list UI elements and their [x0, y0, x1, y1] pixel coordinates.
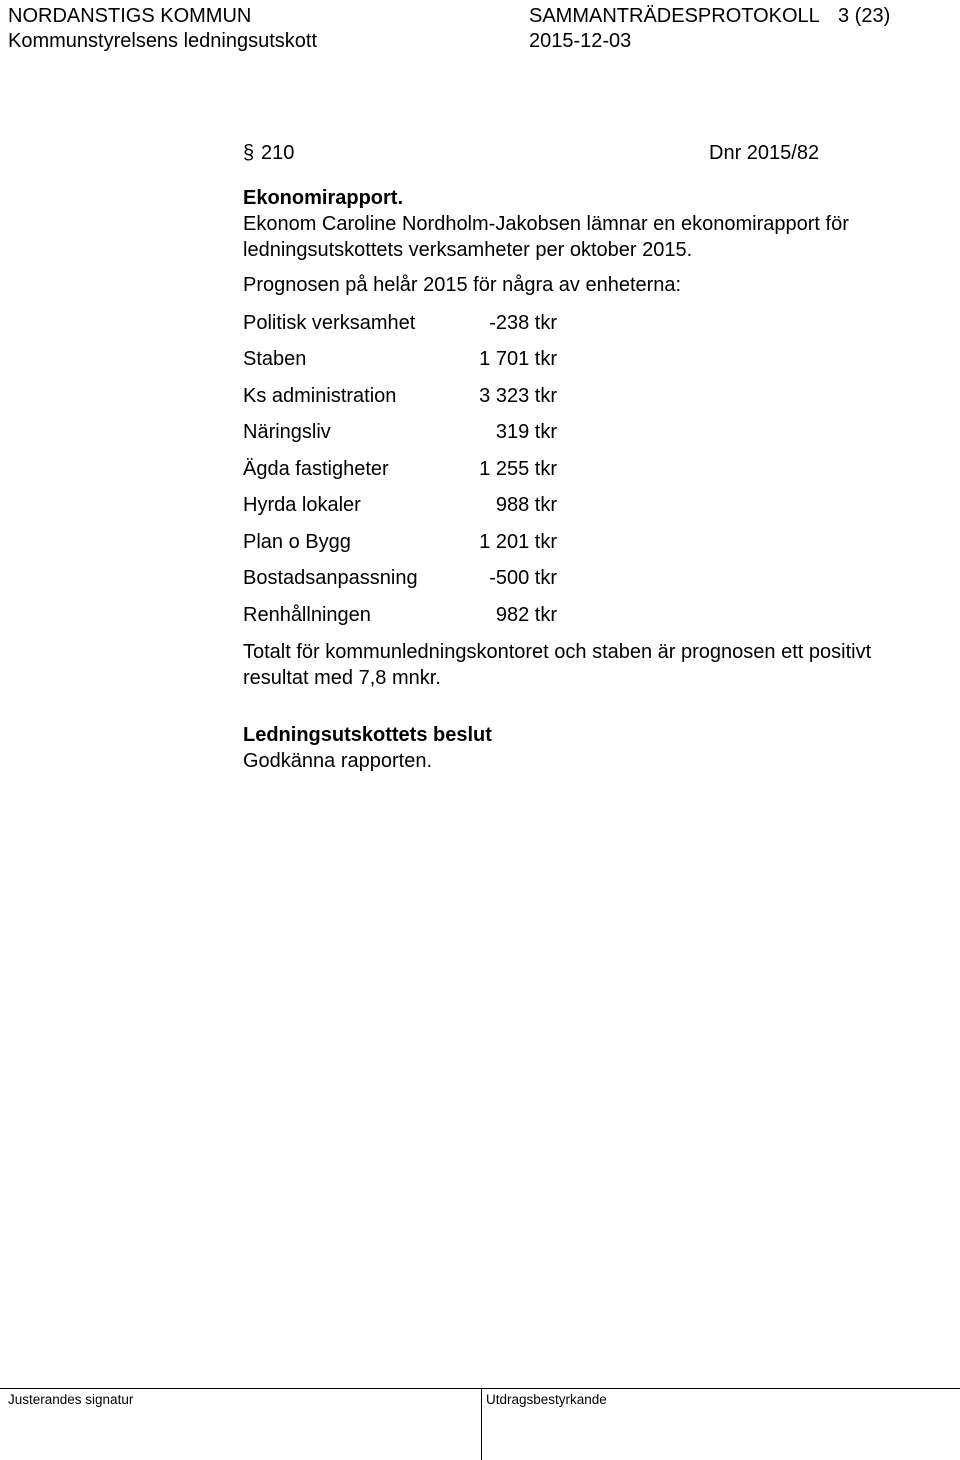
- page-number: 3 (23): [838, 5, 891, 27]
- row-value: 1 255 tkr: [479, 458, 557, 480]
- meeting-date: 2015-12-03: [529, 30, 632, 52]
- org-name: NORDANSTIGS KOMMUN: [8, 5, 252, 27]
- row-value: 988 tkr: [495, 494, 557, 516]
- intro-line-2: ledningsutskottets verksamheter per oktober 2015.: [243, 239, 693, 261]
- decision-text: Godkänna rapporten.: [243, 750, 433, 772]
- row-label: Plan o Bygg: [243, 531, 351, 553]
- row-label: Staben: [243, 348, 307, 370]
- row-value: 319 tkr: [495, 421, 557, 443]
- intro-line-1: Ekonom Caroline Nordholm-Jakobsen lämnar en ekonomirapport för: [243, 213, 849, 235]
- row-label: Hyrda lokaler: [243, 494, 361, 516]
- row-label: Politisk verksamhet: [243, 312, 416, 334]
- row-value: 1 701 tkr: [479, 348, 557, 370]
- row-value: -500 tkr: [489, 567, 557, 589]
- prognosis-intro: Prognosen på helår 2015 för några av enheterna:: [243, 274, 682, 296]
- signature-footer: [0, 1388, 960, 1460]
- section-symbol: §: [243, 142, 255, 164]
- row-value: 3 323 tkr: [479, 385, 557, 407]
- row-value: -238 tkr: [489, 312, 557, 334]
- document-type: SAMMANTRÄDESPROTOKOLL: [529, 5, 820, 27]
- row-value: 982 tkr: [495, 604, 557, 626]
- footer-divider: [481, 1389, 482, 1460]
- item-title: Ekonomirapport.: [243, 187, 404, 209]
- total-line-1: Totalt för kommunledningskontoret och staben är prognosen ett positivt: [243, 641, 872, 663]
- row-label: Bostadsanpassning: [243, 567, 418, 589]
- adjuster-signature-label: Justerandes signatur: [8, 1392, 134, 1407]
- row-label: Ägda fastigheter: [243, 458, 389, 480]
- row-label: Näringsliv: [243, 421, 331, 443]
- committee-name: Kommunstyrelsens ledningsutskott: [8, 30, 318, 52]
- extract-certification-label: Utdragsbestyrkande: [486, 1392, 607, 1407]
- section-number: 210: [261, 142, 295, 164]
- row-value: 1 201 tkr: [479, 531, 557, 553]
- diary-number: Dnr 2015/82: [709, 142, 820, 164]
- row-label: Renhållningen: [243, 604, 371, 626]
- row-label: Ks administration: [243, 385, 397, 407]
- decision-heading: Ledningsutskottets beslut: [243, 724, 492, 746]
- total-line-2: resultat med 7,8 mnkr.: [243, 667, 441, 689]
